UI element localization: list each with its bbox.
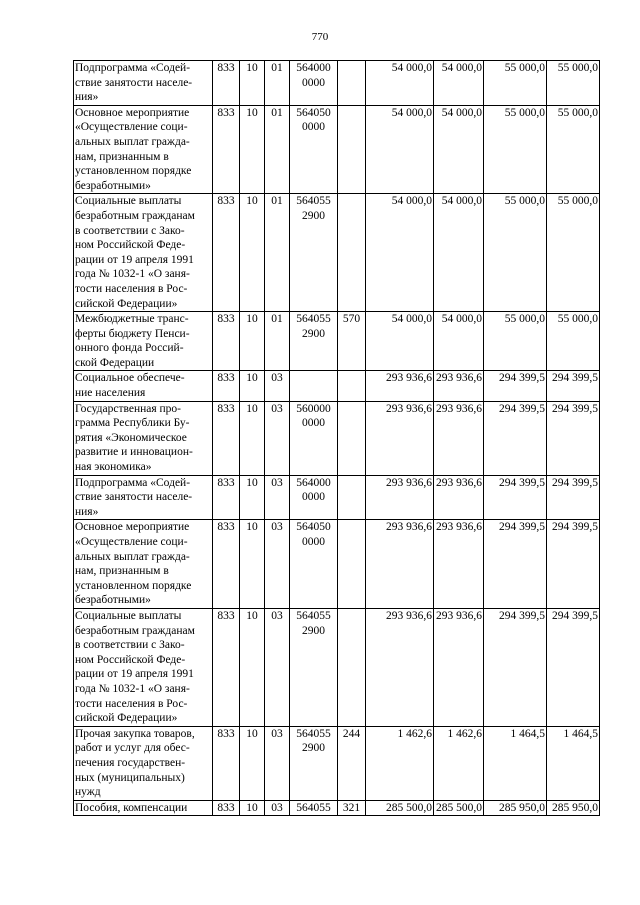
row-amount-1: 293 936,6 [386, 609, 432, 622]
table-cell [434, 726, 484, 800]
row-amount-2: 293 936,6 [436, 521, 482, 534]
row-subsection-code: 01 [271, 195, 283, 208]
table-cell [547, 312, 600, 371]
table-cell [240, 371, 265, 401]
table-row [74, 312, 600, 371]
row-amount-1: 293 936,6 [386, 372, 432, 385]
row-amount-3: 55 000,0 [504, 313, 545, 326]
table-cell [290, 475, 338, 520]
row-target-article: 560000 0000 [296, 402, 331, 430]
row-name: Социальные выплаты безработным гражданам в соответствии с Зако- ном Российской Феде- рации от 19 апреля 1991 года № 1032-1 «О заня- тости населения в Рос- сийской Федерации» [75, 609, 195, 725]
table-row [74, 520, 600, 609]
row-section-code: 10 [246, 313, 258, 326]
table-cell [484, 312, 547, 371]
row-amount-3: 1 464,5 [510, 727, 545, 740]
row-amount-3: 294 399,5 [499, 476, 545, 489]
row-target-article: 564055 2900 [296, 313, 331, 340]
table-cell [265, 61, 290, 106]
table-cell [434, 61, 484, 106]
table-cell [434, 194, 484, 312]
table-cell [290, 371, 338, 401]
row-section-code: 10 [246, 521, 258, 534]
table-cell [338, 371, 366, 401]
table-row [74, 61, 600, 106]
row-amount-2: 293 936,6 [436, 402, 482, 415]
row-name: Подпрограмма «Содей- ствие занятости населе- ния» [75, 62, 193, 104]
table-cell [547, 800, 600, 816]
row-amount-4: 55 000,0 [557, 106, 598, 119]
table-cell [484, 105, 547, 194]
table-cell [213, 371, 240, 401]
row-subsection-code: 03 [271, 402, 283, 415]
table-row [74, 105, 600, 194]
table-row [74, 475, 600, 520]
row-amount-3: 55 000,0 [504, 106, 545, 119]
table-cell [547, 475, 600, 520]
row-section-code: 10 [246, 372, 258, 385]
row-subsection-code: 03 [271, 521, 283, 534]
row-amount-2: 293 936,6 [436, 609, 482, 622]
table-cell [213, 800, 240, 816]
table-cell [547, 726, 600, 800]
row-amount-1: 1 462,6 [397, 727, 432, 740]
row-admin-code: 833 [217, 62, 235, 74]
table-cell [74, 475, 213, 520]
page-number: 770 [311, 31, 329, 43]
row-amount-1: 54 000,0 [391, 62, 432, 74]
row-amount-2: 293 936,6 [436, 476, 482, 489]
row-subsection-code: 01 [271, 313, 283, 326]
table-cell [434, 105, 484, 194]
table-cell [434, 312, 484, 371]
table-cell [240, 194, 265, 312]
row-subsection-code: 01 [271, 106, 283, 119]
row-section-code: 10 [246, 476, 258, 489]
table-cell [366, 194, 434, 312]
table-cell [213, 61, 240, 106]
row-section-code: 10 [246, 195, 258, 208]
table-cell [366, 371, 434, 401]
row-amount-3: 294 399,5 [499, 609, 545, 622]
table-cell [484, 800, 547, 816]
row-subsection-code: 03 [271, 801, 283, 814]
row-subsection-code: 01 [271, 62, 283, 74]
row-amount-4: 1 464,5 [563, 727, 598, 740]
row-amount-4: 55 000,0 [557, 313, 598, 326]
table-cell [338, 475, 366, 520]
row-section-code: 10 [246, 801, 258, 814]
table-cell [366, 726, 434, 800]
row-amount-3: 294 399,5 [499, 372, 545, 385]
row-section-code: 10 [246, 402, 258, 415]
table-cell [338, 800, 366, 816]
row-expense-type: 244 [342, 727, 361, 740]
row-section-code: 10 [246, 62, 258, 74]
row-amount-1: 54 000,0 [391, 313, 432, 326]
row-expense-type: 321 [342, 801, 361, 814]
row-admin-code: 833 [217, 521, 235, 534]
table-cell [547, 401, 600, 475]
table-cell [338, 608, 366, 726]
table-cell [484, 520, 547, 609]
table-cell [366, 312, 434, 371]
table-cell [265, 800, 290, 816]
row-amount-2: 54 000,0 [441, 62, 482, 74]
row-subsection-code: 03 [271, 372, 283, 385]
row-amount-3: 294 399,5 [499, 402, 545, 415]
row-amount-3: 55 000,0 [504, 195, 545, 208]
row-target-article: 564055 2900 [296, 609, 331, 637]
row-name: Межбюджетные транс- ферты бюджету Пенси- онного фонда Россий- ской Федерации [75, 313, 190, 369]
row-subsection-code: 03 [271, 476, 283, 489]
table-row [74, 726, 600, 800]
row-amount-4: 55 000,0 [557, 62, 598, 74]
table-cell [265, 105, 290, 194]
table-row [74, 371, 600, 401]
row-admin-code: 833 [217, 195, 235, 208]
budget-table-body [74, 61, 600, 816]
row-amount-1: 54 000,0 [391, 106, 432, 119]
table-cell [74, 194, 213, 312]
table-cell [265, 312, 290, 371]
row-amount-1: 54 000,0 [391, 195, 432, 208]
table-row [74, 608, 600, 726]
table-cell [290, 401, 338, 475]
table-cell [74, 312, 213, 371]
table-cell [547, 608, 600, 726]
table-cell [484, 401, 547, 475]
row-amount-2: 54 000,0 [441, 313, 482, 326]
table-cell [213, 520, 240, 609]
row-target-article: 564050 0000 [296, 521, 331, 548]
row-target-article: 564000 0000 [296, 62, 331, 89]
row-name: Подпрограмма «Содей- ствие занятости населе- ния» [75, 476, 193, 518]
table-cell [366, 520, 434, 609]
table-cell [290, 608, 338, 726]
table-cell [484, 726, 547, 800]
row-subsection-code: 03 [271, 727, 283, 740]
row-amount-3: 55 000,0 [504, 62, 545, 74]
row-name: Пособия, компенсации [75, 801, 188, 814]
table-cell [434, 800, 484, 816]
table-cell [434, 475, 484, 520]
table-cell [484, 194, 547, 312]
row-amount-2: 1 462,6 [447, 727, 482, 740]
table-cell [484, 371, 547, 401]
table-cell [484, 475, 547, 520]
table-cell [265, 194, 290, 312]
row-amount-1: 293 936,6 [386, 476, 432, 489]
table-cell [366, 475, 434, 520]
row-amount-1: 293 936,6 [386, 402, 432, 415]
table-cell [240, 312, 265, 371]
table-cell [290, 520, 338, 609]
row-section-code: 10 [246, 106, 258, 119]
table-cell [290, 105, 338, 194]
table-cell [290, 800, 338, 816]
row-section-code: 10 [246, 609, 258, 622]
table-cell [366, 401, 434, 475]
row-target-article: 564000 0000 [296, 476, 331, 504]
table-cell [213, 312, 240, 371]
table-cell [290, 312, 338, 371]
table-cell [213, 194, 240, 312]
row-target-article: 564050 0000 [296, 106, 331, 134]
row-amount-2: 285 500,0 [436, 801, 482, 814]
row-name: Основное мероприятие «Осуществление соци- альных выплат гражда- нам, признанным в установленном порядке безработными» [75, 521, 192, 607]
table-cell [547, 371, 600, 401]
table-cell [74, 105, 213, 194]
table-cell [265, 520, 290, 609]
row-admin-code: 833 [217, 402, 235, 415]
table-cell [547, 61, 600, 106]
row-admin-code: 833 [217, 476, 235, 489]
row-amount-4: 55 000,0 [557, 195, 598, 208]
table-cell [240, 401, 265, 475]
row-admin-code: 833 [217, 609, 235, 622]
row-name: Прочая закупка товаров, работ и услуг для обес- печения государствен- ных (муниципальных) нужд [75, 727, 195, 799]
table-cell [338, 312, 366, 371]
table-cell [338, 520, 366, 609]
budget-table [73, 60, 600, 816]
table-cell [434, 520, 484, 609]
table-cell [240, 61, 265, 106]
table-cell [265, 371, 290, 401]
table-cell [240, 608, 265, 726]
table-cell [290, 726, 338, 800]
table-cell [74, 726, 213, 800]
table-cell [213, 105, 240, 194]
row-amount-4: 294 399,5 [552, 476, 598, 489]
table-cell [338, 401, 366, 475]
table-cell [240, 800, 265, 816]
row-section-code: 10 [246, 727, 258, 740]
row-admin-code: 833 [217, 372, 235, 385]
row-admin-code: 833 [217, 801, 235, 814]
table-cell [434, 371, 484, 401]
table-cell [240, 726, 265, 800]
row-name: Социальное обеспече- ние населения [75, 372, 185, 400]
table-cell [366, 608, 434, 726]
row-amount-4: 294 399,5 [552, 521, 598, 534]
row-amount-2: 54 000,0 [441, 195, 482, 208]
table-cell [213, 608, 240, 726]
row-amount-4: 294 399,5 [552, 609, 598, 622]
row-admin-code: 833 [217, 106, 235, 119]
table-cell [240, 105, 265, 194]
table-row [74, 194, 600, 312]
table-cell [338, 61, 366, 106]
row-target-article: 564055 2900 [296, 195, 331, 222]
table-cell [265, 401, 290, 475]
table-cell [547, 520, 600, 609]
row-name: Государственная про- грамма Республики Бу- рятия «Экономическое развитие и инновацион- ная экономика» [75, 402, 193, 474]
table-cell [434, 401, 484, 475]
table-cell [290, 194, 338, 312]
table-cell [213, 475, 240, 520]
row-amount-2: 54 000,0 [441, 106, 482, 119]
row-amount-3: 294 399,5 [499, 521, 545, 534]
row-expense-type: 570 [342, 313, 361, 326]
row-amount-1: 293 936,6 [386, 521, 432, 534]
table-cell [290, 61, 338, 106]
row-amount-3: 285 950,0 [499, 801, 545, 814]
table-cell [74, 401, 213, 475]
table-cell [74, 371, 213, 401]
table-cell [74, 61, 213, 106]
row-amount-4: 294 399,5 [552, 372, 598, 385]
row-admin-code: 833 [217, 727, 235, 740]
table-cell [484, 608, 547, 726]
table-cell [240, 520, 265, 609]
row-name: Социальные выплаты безработным гражданам в соответствии с Зако- ном Российской Феде- рации от 19 апреля 1991 года № 1032-1 «О заня- тости населения в Рос- сийской Федерации» [75, 195, 195, 310]
table-cell [366, 105, 434, 194]
row-target-article: 564055 [296, 801, 331, 814]
table-cell [265, 475, 290, 520]
table-cell [213, 401, 240, 475]
table-row [74, 401, 600, 475]
row-amount-4: 294 399,5 [552, 402, 598, 415]
row-admin-code: 833 [217, 313, 235, 326]
table-cell [240, 475, 265, 520]
table-cell [547, 194, 600, 312]
row-name: Основное мероприятие «Осуществление соци- альных выплат гражда- нам, признанным в установленном порядке безработными» [75, 106, 192, 192]
row-amount-1: 285 500,0 [386, 801, 432, 814]
table-cell [366, 800, 434, 816]
table-cell [265, 608, 290, 726]
table-cell [338, 105, 366, 194]
table-cell [366, 61, 434, 106]
row-target-article: 564055 2900 [296, 727, 331, 755]
row-amount-4: 285 950,0 [552, 801, 598, 814]
table-cell [338, 726, 366, 800]
table-cell [213, 726, 240, 800]
table-cell [265, 726, 290, 800]
table-row [74, 800, 600, 816]
table-cell [484, 61, 547, 106]
table-cell [434, 608, 484, 726]
table-cell [547, 105, 600, 194]
table-cell [74, 520, 213, 609]
row-subsection-code: 03 [271, 609, 283, 622]
row-amount-2: 293 936,6 [436, 372, 482, 385]
table-cell [74, 608, 213, 726]
table-cell [74, 800, 213, 816]
table-cell [338, 194, 366, 312]
